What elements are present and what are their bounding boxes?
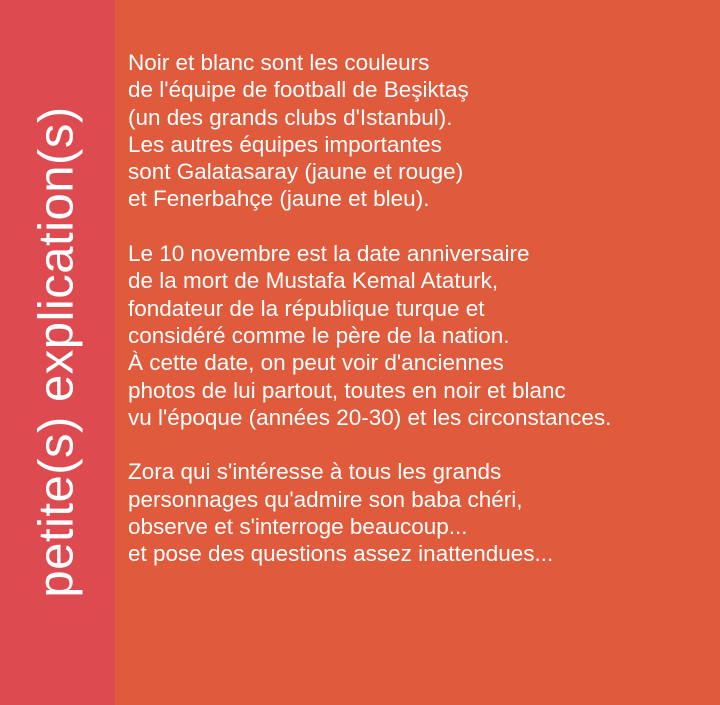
text-line: (un des grands clubs d'Istanbul).	[128, 104, 453, 130]
text-line: À cette date, on peut voir d'anciennes	[128, 350, 504, 376]
text-line: sont Galatasaray (jaune et rouge)	[128, 159, 464, 185]
text-line: de l'équipe de football de Beşiktaş	[128, 77, 469, 103]
text-line: et pose des questions assez inattendues...	[128, 541, 554, 567]
explanation-text	[128, 49, 713, 595]
paragraph-2	[128, 240, 713, 431]
text-line: vu l'époque (années 20-30) et les circonstances.	[128, 404, 612, 430]
text-line: et Fenerbahçe (jaune et bleu).	[128, 186, 430, 212]
text-line: de la mort de Mustafa Kemal Ataturk,	[128, 268, 499, 294]
text-line: Zora qui s'intéresse à tous les grands	[128, 459, 502, 485]
side-title: petite(s) explication(s)	[29, 106, 84, 598]
text-line: Noir et blanc sont les couleurs	[128, 50, 430, 75]
text-line: fondateur de la république turque et	[128, 295, 485, 321]
text-line: personnages qu'admire son baba chéri,	[128, 486, 523, 512]
text-line: observe et s'interroge beaucoup...	[128, 514, 468, 540]
text-line: Les autres équipes importantes	[128, 131, 442, 157]
side-band	[0, 0, 115, 705]
paragraph-1	[128, 49, 713, 213]
text-line: photos de lui partout, toutes en noir et blanc	[128, 377, 566, 403]
text-line: Le 10 novembre est la date anniversaire	[128, 241, 530, 267]
paragraph-3	[128, 458, 713, 567]
text-line: considéré comme le père de la nation.	[128, 322, 510, 348]
